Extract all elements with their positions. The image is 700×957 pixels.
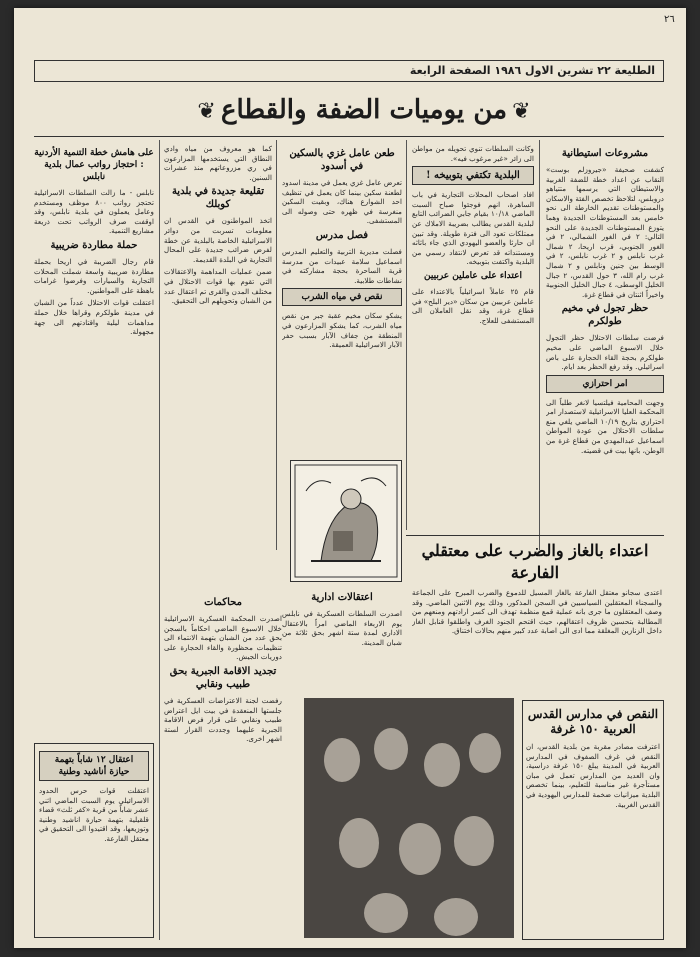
article-title: طعن عامل غزي بالسكين في أسدود (289, 148, 395, 172)
section-masthead (164, 90, 564, 132)
column-divider (159, 140, 160, 940)
article-body: قام ٢٥ عاملاً اسرائيلياً بالاعتداء على عاملين عربيين من سكان «دير البلح» في قطاع غزة، وقد نقل العاملان الى المستشفى للعلاج. (412, 286, 534, 325)
article-body: اصدرت المحكمة العسكرية الاسرائيلية خلال الاسبوع الماضي احكاماً بالسجن بحق عدد من الشبان بتهمة الانتماء الى تنظيمات محظورة والقاء الحجارة على دوريات الجيش. (164, 614, 282, 662)
article-body: يشكو سكان مخيم عقبة جبر من نقص مياه الشرب، كما يشكو المزارعون في المنطقة من جفاف الآبار بسبب حفر الآبار الاسرائيلية العميقة. (282, 311, 402, 350)
article-title: تجديد الاقامة الجبرية بحق طبيب ونقابي (169, 665, 277, 690)
article-body: قام رجال الضريبة في اريحا بحملة مطاردة ضريبية واسعة شملت المحلات التجارية والسيارات وفرضوا غرامات باهظة على المواطنين. (34, 256, 154, 295)
photo-figure (469, 733, 501, 773)
lead-headline: اعتداء بالغاز والضرب على معتقلي الفارعة (421, 541, 649, 582)
article-body: وجهت المحامية فيلتسيا لانغر طلباً الى المحكمة العليا الاسرائيلية لاستصدار امر احترازي بتاريخ ١٠/١٩ الماضي يلغي منع سلطات الاحتلال من عودة المواطن اسماعيل عبدالمهدي من قطاع غزة من الوطن، بانها بيت في قضيته. (546, 397, 664, 455)
column-left-mid (164, 144, 272, 544)
article-title-boxed: البلدية تكتفي بتوبيخه ! (412, 166, 534, 185)
column-left-mid-lower (164, 593, 282, 938)
article-body: اعتدى سجانو معتقل الفارعة بالغاز المسيل للدموع والضرب المبرح على الجماعة والسجناء المعتقلين السياسيين في السجن المذكور، وذلك يوم الاثنين الماضي. وقد وصف المعتقلون ما جرى بانه عملية قمع منظمة تهدف الى كسر ارادتهم ومنعهم من المطالبة بتحسين ظروف اعتقالهم، حيث اقتحم الجنود الغرف واطلقوا قنابل الغاز داخل الزنازين المغلقة مما ادى الى اصابة عدد كبير منهم بحالات اختناق. (412, 588, 662, 636)
article-title: مشروعات استيطانية (561, 148, 649, 159)
article-body: اعترفت مصادر مقربة من بلدية القدس، ان النقص في غرف الصفوف في المدارس العربية في المدينة يبلغ ١٥٠ غرفة دراسية، وان العديد من المدارس تعمل في مبان مستأجرة غير مناسبة للتعليم، بينما تخصص البلدية ميزانيات ضخمة للمدارس اليهودية في القدس الغربية. (526, 742, 660, 809)
column-mid-left (282, 144, 402, 454)
article-body: اصدرت السلطات العسكرية في نابلس يوم الاربعاء الماضي امراً بالاعتقال الاداري لمدة ستة اشهر بحق ثلاثة من شبان المدينة. (282, 609, 402, 647)
article-body: ضمن عمليات المداهمة والاعتقالات التي تقوم بها قوات الاحتلال في مختلف المدن والقرى تم اعتقال عدد من الشبان وتحويلهم الى التحقيق. (164, 267, 272, 306)
column-divider (406, 140, 407, 530)
article-body: نابلس - ما زالت السلطات الاسرائيلية تحتجز رواتب ٨٠٠ موظف ومستخدم وعامل يعملون في بلدية نابلس، وقد اوقفت صرف الرواتب تحت ذريعة مشاريع التنمية. (34, 188, 154, 236)
sidebar-box-title: اعتقال ١٢ شاباً بتهمة حيازة أناشيد وطنية (39, 751, 149, 781)
article-title: فصل مدرس (315, 229, 369, 241)
masthead-flourish-icon: ❦ (512, 99, 531, 124)
column-divider (539, 140, 540, 550)
masthead-title: من يوميات الضفة والقطاع (220, 95, 508, 125)
article-body: افاد اصحاب المحلات التجارية في باب الساهرة، انهم فوجئوا صباح السبت الماضي ١٠/١٨ بقيام جابي الضرائب التابع لبلدية القدس يطالب بضريبة الاملاك عن ممتلكات تعود الى فترة طويلة. وقد تبين ان حارثا والعضو اليهودي الذي جاء باثاثه ومستنداته قد تعرض لانتقاد رسمي من البلدية واكتفت بتوبيخه. (412, 190, 534, 267)
article-title: تقليعة جديدة في بلدية كوبلك (171, 186, 265, 211)
article-body: فصلت مديرية التربية والتعليم المدرس اسماعيل سلامة عبيدات من مدرسة قرية الساحرة بحجة مشاركته في نشاطات طلابية. (282, 246, 402, 285)
cartoon-illustration (290, 460, 402, 582)
column-divider (276, 140, 277, 550)
sidebar-box-body: اعتقلت قوات حرس الحدود الاسرائيلي يوم السبت الماضي اثني عشر شاباً من قرية «كفر ثلث» قضاء قلقيلية بتهمة حيازة اناشيد وطنية وتوزيعها، وقد اقتيدوا الى التحقيق في معتقل الفارعة. (39, 786, 149, 843)
photo-figure (434, 898, 478, 936)
column-left (34, 144, 154, 684)
article-title-boxed: امر احترازي (546, 375, 664, 393)
article-body: كشفت صحيفة «جيروزلم بوست» النقاب عن اعداد خطة للضفة الغربية والاستيطان التي يرسمها متتياهو دروبلس، لتلاحظ تخصص الفئة والاسكان والمستوطنات تقديم الخارطة الى نحو خامس بعد المستوطنات الجديدة وهما يتوزع المستوطنات الجديدة على النحو التالي: ٢ في الغور الشمالي، ٢ في الغور الجنوبي، قرب اريحا، ٢ شمال غرب نابلس و ٢ غرب نابلس، ٢ في الوسط بين جنين ونابلس و ٢ شمال غرب رام الله، ٣ حول القدس، ٢ جبال الخليل الوسطى، ٤ جبال الخليل الجنوبية واخيراً اثنتان في قطاع غزة. (546, 165, 664, 299)
schools-headline: النقص في مدارس القدس العربية ١٥٠ غرفة (527, 707, 659, 736)
schools-story (522, 700, 664, 940)
masthead-flourish-icon: ❦ (197, 99, 216, 124)
article-body: كما هو معروف من مياه وادي النطاق التي يستخدمها المزارعون في ري مزروعاتهم منذ عشرات السنين. (164, 144, 272, 182)
column-mid-right (412, 144, 534, 534)
story-rule (406, 535, 664, 536)
cartoon-drawing-icon (291, 461, 401, 581)
column-right (546, 144, 664, 539)
classroom-photo (304, 698, 514, 938)
sidebar-box (34, 743, 154, 938)
article-title: حظر تجول في مخيم طولكرم (561, 303, 649, 328)
article-body: تعرض عامل غزي يعمل في مدينة اسدود لطعنة سكين بينما كان يعمل في تنظيف احد الشوارع هناك، وبقيت السكين منغرسة في ظهره حتى وصوله الى المستشفى. (282, 178, 402, 226)
photo-figure (454, 816, 494, 866)
article-title: حملة مطاردة ضريبية (50, 239, 138, 251)
column-mid-left-lower (282, 588, 402, 668)
photo-figure (424, 743, 460, 787)
photo-figure (364, 893, 408, 933)
photo-figure (374, 728, 408, 770)
article-title: اعتداء على عاملين عربيين (424, 270, 522, 281)
article-title: على هامش خطة التنمية الأردنية : احتجاز رواتب عمال بلدية نابلس (34, 148, 154, 182)
article-body: اعتقلت قوات الاحتلال عدداً من الشبان في مدينة طولكرم وقراها خلال حملة مداهمات ليلية واقتادتهم الى جهة مجهولة. (34, 298, 154, 337)
article-body: فرضت سلطات الاحتلال حظر التجول خلال الاسبوع الماضي على مخيم طولكرم بحجة القاء الحجارة على باص اسرائيلي. وقد رفع الحظر بعد ايام. (546, 333, 664, 372)
photo-figure (399, 823, 441, 875)
article-title-boxed: نقص في مياه الشرب (282, 288, 402, 306)
lead-story-body (412, 588, 662, 688)
article-body: وكانت السلطات تنوي تحويله من مواطن الى زائر «غير مرغوب فيه». (412, 144, 534, 163)
photo-figure (324, 738, 360, 782)
article-body: اتخذ المواطنون في القدس ان معلومات تسربت من دوائر الاسرائيلية الخاصة بالبلدية عن خطة لفرض ضرائب جديدة على المحال التجارية في البلدة القديمة. (164, 216, 272, 264)
masthead-rule (34, 136, 664, 137)
photo-figure (339, 818, 379, 868)
page-header-line: الطليعة ٢٢ تشرين الاول ١٩٨٦ الصفحة الرابعة (34, 60, 664, 82)
article-title: اعتقالات ادارية (311, 592, 373, 603)
article-body: رفضت لجنة الاعتراضات العسكرية في جلستها المنعقدة في بيت ايل اعتراض طبيب ونقابي على قرار فرض الاقامة الجبرية عليهما وجددت القرار لستة اشهر اخرى. (164, 695, 282, 744)
article-title: محاكمات (204, 597, 242, 608)
newspaper-page (14, 8, 686, 948)
page-number: ٢٦ (664, 14, 675, 25)
